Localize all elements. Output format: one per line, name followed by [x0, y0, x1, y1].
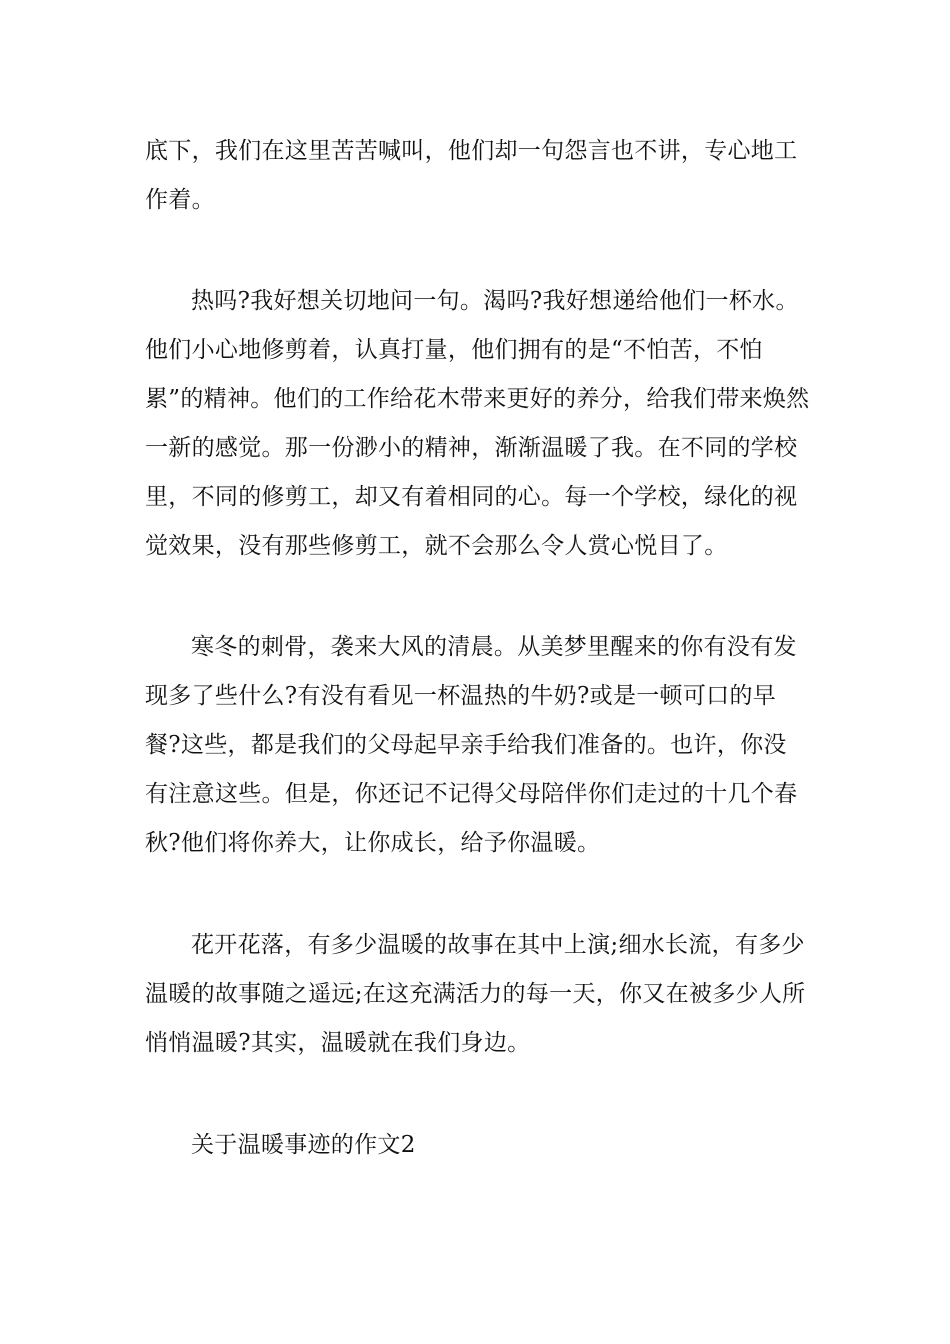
essay-heading: 关于温暖事迹的作文2	[191, 1132, 416, 1158]
paragraph-gardeners: 热吗?我好想关切地问一句。渴吗?我好想递给他们一杯水。他们小心地修剪着，认真打量，他们拥有的是“不怕苦，不怕累”的精神。他们的工作给花木带来更好的养分，给我们带来焕然一新的感觉。那一份渺小的精神，渐渐温暖了我。在不同的学校里，不同的修剪工，却又有着相同的心。每一个学校，绿化的视觉效果，没有那些修剪工，就不会那么令人赏心悦目了。	[145, 288, 810, 559]
paragraph-continuation: 底下，我们在这里苦苦喊叫，他们却一句怨言也不讲，专心地工作着。	[145, 138, 798, 213]
paragraph-conclusion: 花开花落，有多少温暖的故事在其中上演;细水长流，有多少温暖的故事随之遥远;在这充满活力的每一天，你又在被多少人所悄悄温暖?其实，温暖就在我们身边。	[145, 932, 806, 1056]
paragraph-parents: 寒冬的刺骨，袭来大风的清晨。从美梦里醒来的你有没有发现多了些什么?有没有看见一杯温热的牛奶?或是一顿可口的早餐?这些，都是我们的父母起早亲手给我们准备的。也许，你没有注意这些。但是，你还记不记得父母陪伴你们走过的十几个春秋?他们将你养大，让你成长，给予你温暖。	[145, 634, 798, 856]
